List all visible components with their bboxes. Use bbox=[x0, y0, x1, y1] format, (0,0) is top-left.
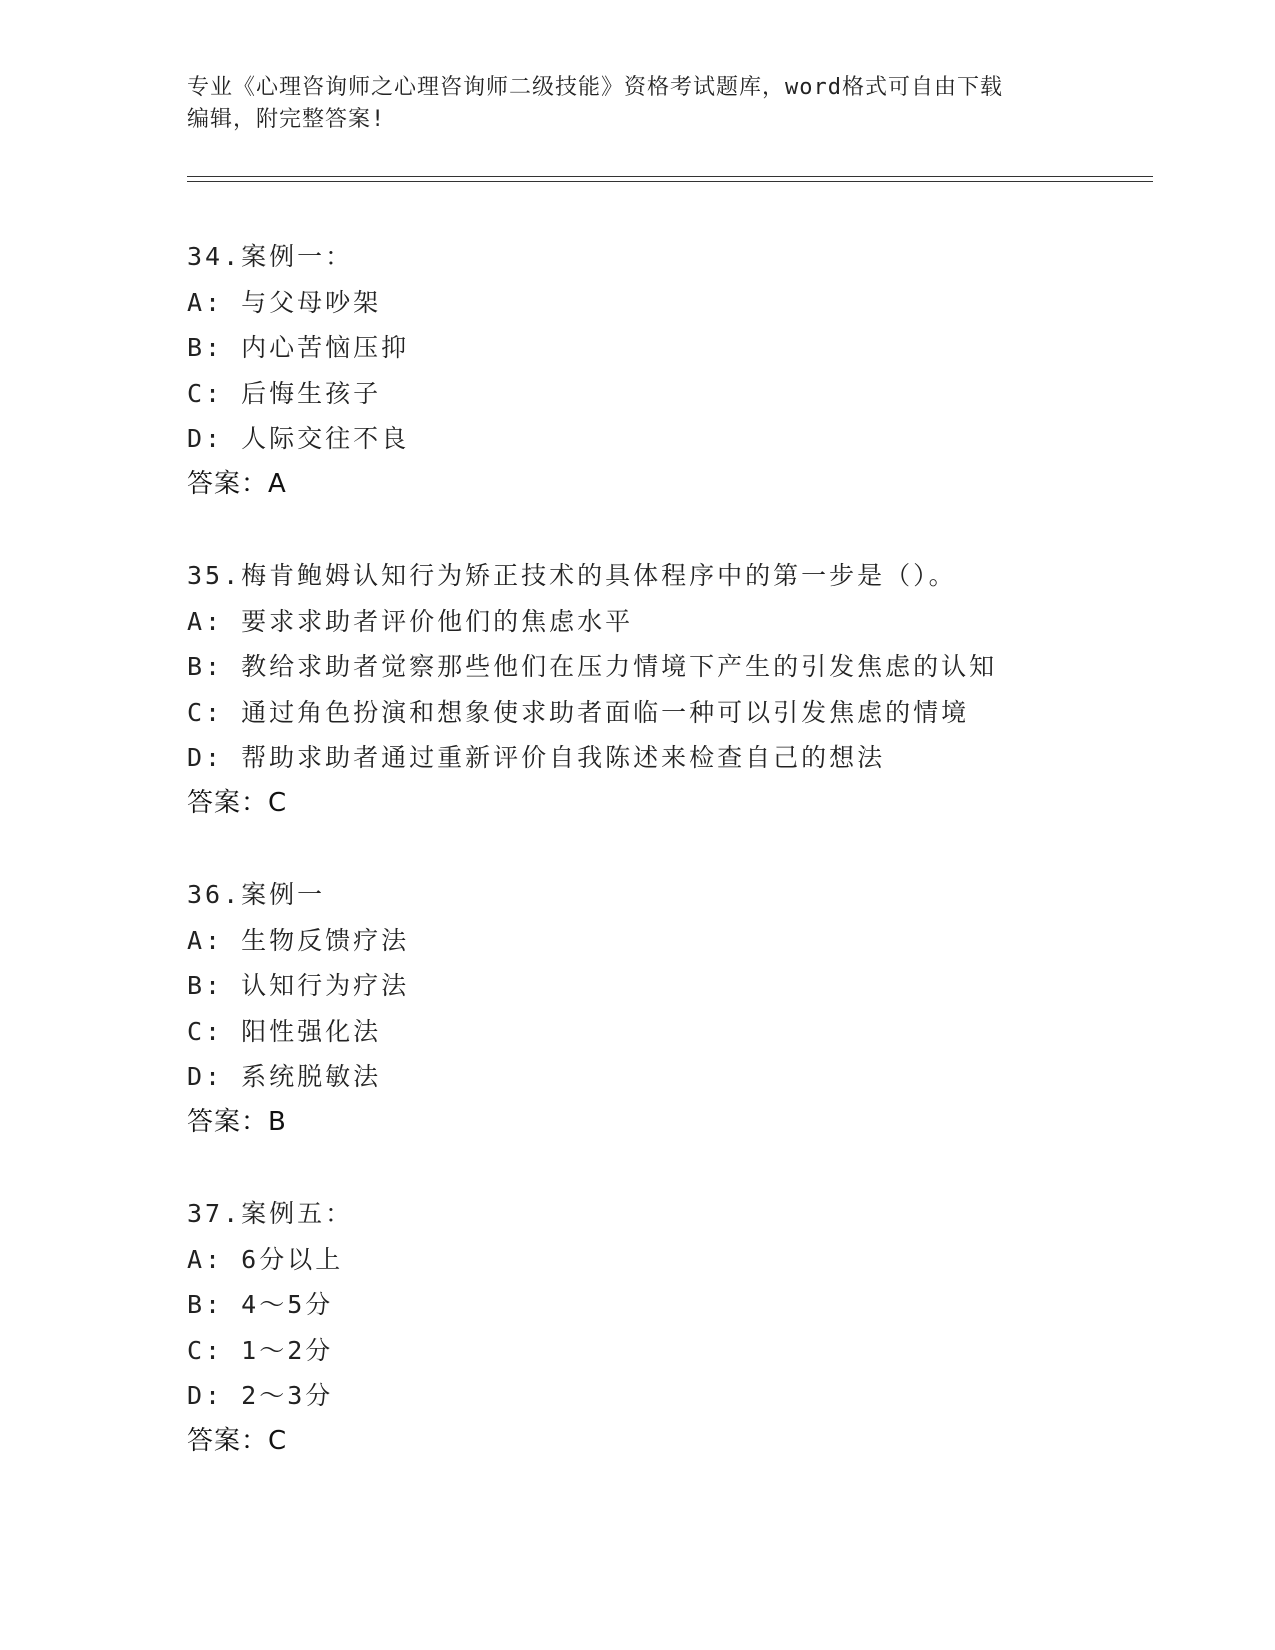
option-c: C: 阳性强化法 bbox=[187, 1016, 382, 1046]
option-d: D: 系统脱敏法 bbox=[187, 1062, 382, 1091]
option-a: A: 生物反馈疗法 bbox=[187, 925, 410, 955]
option-b: B: 教给求助者觉察那些他们在压力情境下产生的引发焦虑的认知 bbox=[187, 652, 998, 681]
option-c: C: 1～2分 bbox=[187, 1335, 334, 1365]
option-b: B: 内心苦恼压抑 bbox=[187, 333, 410, 362]
answer-line: 答案：C bbox=[187, 787, 288, 818]
answer-line: 答案：A bbox=[187, 468, 287, 499]
option-b: B: 4～5分 bbox=[187, 1290, 334, 1319]
header-divider-bottom bbox=[187, 181, 1153, 182]
question-stem: 36.案例一 bbox=[187, 880, 326, 909]
document-header bbox=[187, 72, 1087, 136]
option-b: B: 认知行为疗法 bbox=[187, 971, 410, 1000]
answer-line: 答案：C bbox=[187, 1425, 288, 1456]
header-line-2: 编辑，附完整答案! bbox=[187, 107, 386, 132]
question-stem: 34.案例一： bbox=[187, 242, 354, 271]
option-d: D: 2～3分 bbox=[187, 1381, 334, 1410]
option-a: A: 要求求助者评价他们的焦虑水平 bbox=[187, 606, 634, 636]
option-a: A: 6分以上 bbox=[187, 1244, 344, 1274]
question-stem: 37.案例五： bbox=[187, 1199, 354, 1228]
header-line-1: 专业《心理咨询师之心理咨询师二级技能》资格考试题库，word格式可自由下载 bbox=[187, 75, 1003, 100]
answer-line: 答案：B bbox=[187, 1106, 287, 1137]
question-37 bbox=[187, 1191, 1147, 1464]
question-36 bbox=[187, 872, 1147, 1145]
question-35 bbox=[187, 553, 1147, 826]
option-c: C: 后悔生孩子 bbox=[187, 378, 382, 408]
question-stem: 35.梅肯鲍姆认知行为矫正技术的具体程序中的第一步是（）。 bbox=[187, 561, 957, 590]
option-a: A: 与父母吵架 bbox=[187, 287, 382, 317]
option-c: C: 通过角色扮演和想象使求助者面临一种可以引发焦虑的情境 bbox=[187, 697, 970, 727]
header-divider-top bbox=[187, 176, 1153, 177]
option-d: D: 帮助求助者通过重新评价自我陈述来检查自己的想法 bbox=[187, 743, 886, 772]
option-d: D: 人际交往不良 bbox=[187, 424, 410, 453]
question-34 bbox=[187, 234, 1147, 507]
